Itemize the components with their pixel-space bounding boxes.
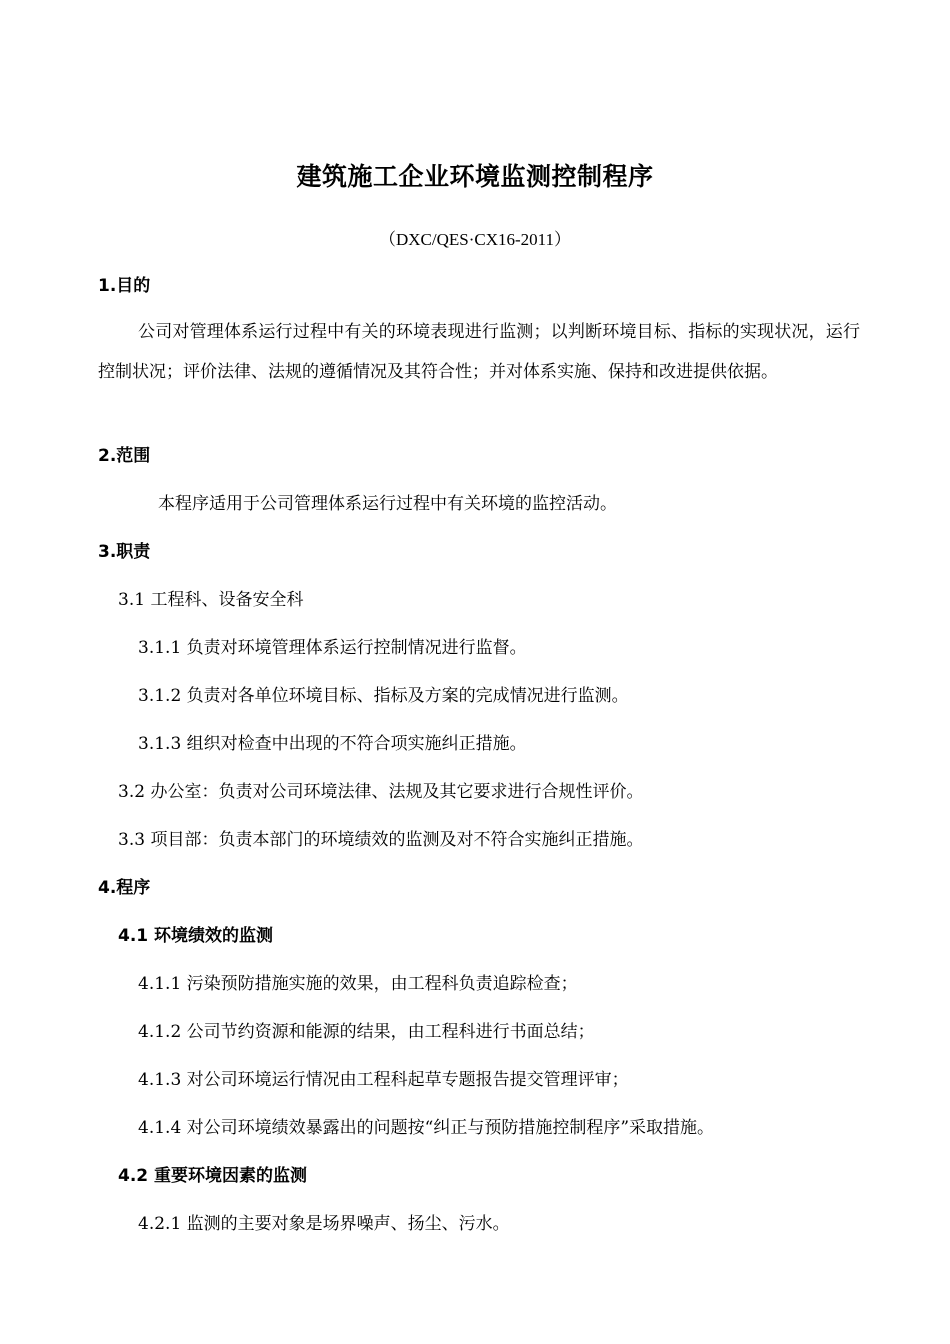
section-4-heading: 4.程序 — [98, 878, 151, 898]
document-title: 建筑施工企业环境监测控制程序 — [296, 162, 654, 191]
section-4-1-1: 4.1.1 污染预防措施实施的效果，由工程科负责追踪检查； — [138, 974, 578, 994]
section-4-2-heading: 4.2 重要环境因素的监测 — [118, 1166, 308, 1186]
section-3-1-2: 3.1.2 负责对各单位环境目标、指标及方案的完成情况进行监测。 — [138, 686, 629, 706]
section-4-1-4: 4.1.4 对公司环境绩效暴露出的问题按“纠正与预防措施控制程序”采取措施。 — [138, 1118, 715, 1138]
section-1-text: 公司对管理体系运行过程中有关的环境表现进行监测；以判断环境目标、指标的实现状况，运行控制状况；评价法律、法规的遵循情况及其符合性；并对体系实施、保持和改进提供依据。 — [98, 322, 860, 382]
section-3-1-3: 3.1.3 组织对检查中出现的不符合项实施纠正措施。 — [138, 734, 527, 754]
document-code: （DXC/QES·CX16-2011） — [378, 230, 572, 249]
section-4-1-heading: 4.1 环境绩效的监测 — [118, 926, 274, 946]
section-1-heading: 1.目的 — [98, 276, 151, 296]
section-2-heading: 2.范围 — [98, 446, 151, 466]
section-3-1-1: 3.1.1 负责对环境管理体系运行控制情况进行监督。 — [138, 638, 527, 658]
section-3-1: 3.1 工程科、设备安全科 — [118, 590, 304, 610]
section-3-3: 3.3 项目部：负责本部门的环境绩效的监测及对不符合实施纠正措施。 — [118, 830, 644, 850]
section-4-1-2: 4.1.2 公司节约资源和能源的结果，由工程科进行书面总结； — [138, 1022, 595, 1042]
section-3-2: 3.2 办公室：负责对公司环境法律、法规及其它要求进行合规性评价。 — [118, 782, 644, 802]
section-3-heading: 3.职责 — [98, 542, 151, 562]
section-4-2-1: 4.2.1 监测的主要对象是场界噪声、扬尘、污水。 — [138, 1214, 510, 1234]
section-4-1-3: 4.1.3 对公司环境运行情况由工程科起草专题报告提交管理评审； — [138, 1070, 629, 1090]
section-2-text: 本程序适用于公司管理体系运行过程中有关环境的监控活动。 — [158, 494, 617, 514]
